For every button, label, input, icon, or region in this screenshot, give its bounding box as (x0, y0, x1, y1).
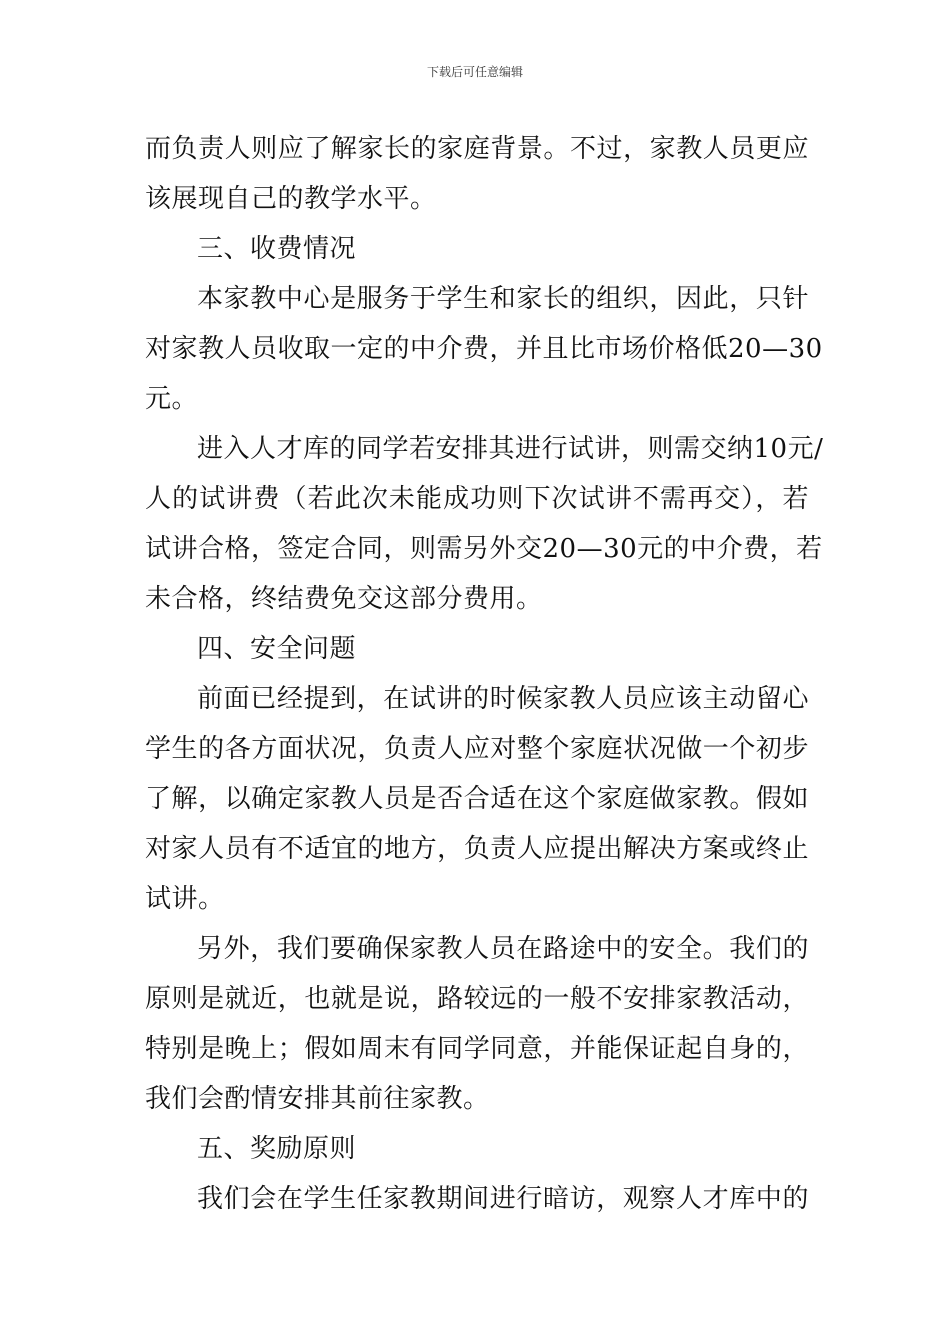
text-line: 元。 (145, 384, 199, 414)
paragraph-safety-trial (145, 674, 809, 924)
paragraph-rewards (145, 1174, 809, 1224)
text-line: 人的试讲费（若此次未能成功则下次试讲不需再交），若 (145, 484, 809, 514)
text-line: 我们会在学生任家教期间进行暗访，观察人才库中的 (197, 1184, 809, 1214)
text-line: 本家教中心是服务于学生和家长的组织，因此，只针 (197, 284, 809, 314)
text-line: 原则是就近，也就是说，路较远的一般不安排家教活动， (145, 984, 809, 1014)
paragraph-trial-fee (145, 424, 824, 624)
text-line: 进入人才库的同学若安排其进行试讲，则需交纳10元/ (197, 434, 824, 464)
text-line: 另外，我们要确保家教人员在路途中的安全。我们的 (197, 934, 809, 964)
text-line: 我们会酌情安排其前往家教。 (145, 1084, 490, 1114)
text-line: 试讲。 (145, 884, 225, 914)
text-line: 对家教人员收取一定的中介费，并且比市场价格低20—30 (145, 334, 823, 364)
section-heading-fees: 三、收费情况 (197, 234, 357, 264)
text-line: 试讲合格，签定合同，则需另外交20—30元的中介费，若 (145, 534, 823, 564)
paragraph-continuation (145, 124, 809, 224)
text-line: 而负责人则应了解家长的家庭背景。不过，家教人员更应 (145, 134, 809, 164)
document-body (145, 124, 824, 1224)
text-line: 该展现自己的教学水平。 (145, 184, 437, 214)
section-heading-rewards: 五、奖励原则 (197, 1134, 357, 1164)
text-line: 了解，以确定家教人员是否合适在这个家庭做家教。假如 (145, 784, 809, 814)
paragraph-fees (145, 274, 823, 424)
section-heading-safety: 四、安全问题 (197, 634, 357, 664)
text-line: 对家人员有不适宜的地方，负责人应提出解决方案或终止 (145, 834, 809, 864)
text-line: 未合格，终结费免交这部分费用。 (145, 584, 543, 614)
download-note: 下载后可任意编辑 (426, 65, 523, 79)
text-line: 学生的各方面状况，负责人应对整个家庭状况做一个初步 (145, 734, 809, 764)
text-line: 特别是晚上；假如周末有同学同意，并能保证起自身的， (145, 1034, 809, 1064)
paragraph-safety-travel (145, 924, 809, 1124)
text-line: 前面已经提到，在试讲的时候家教人员应该主动留心 (197, 684, 809, 714)
